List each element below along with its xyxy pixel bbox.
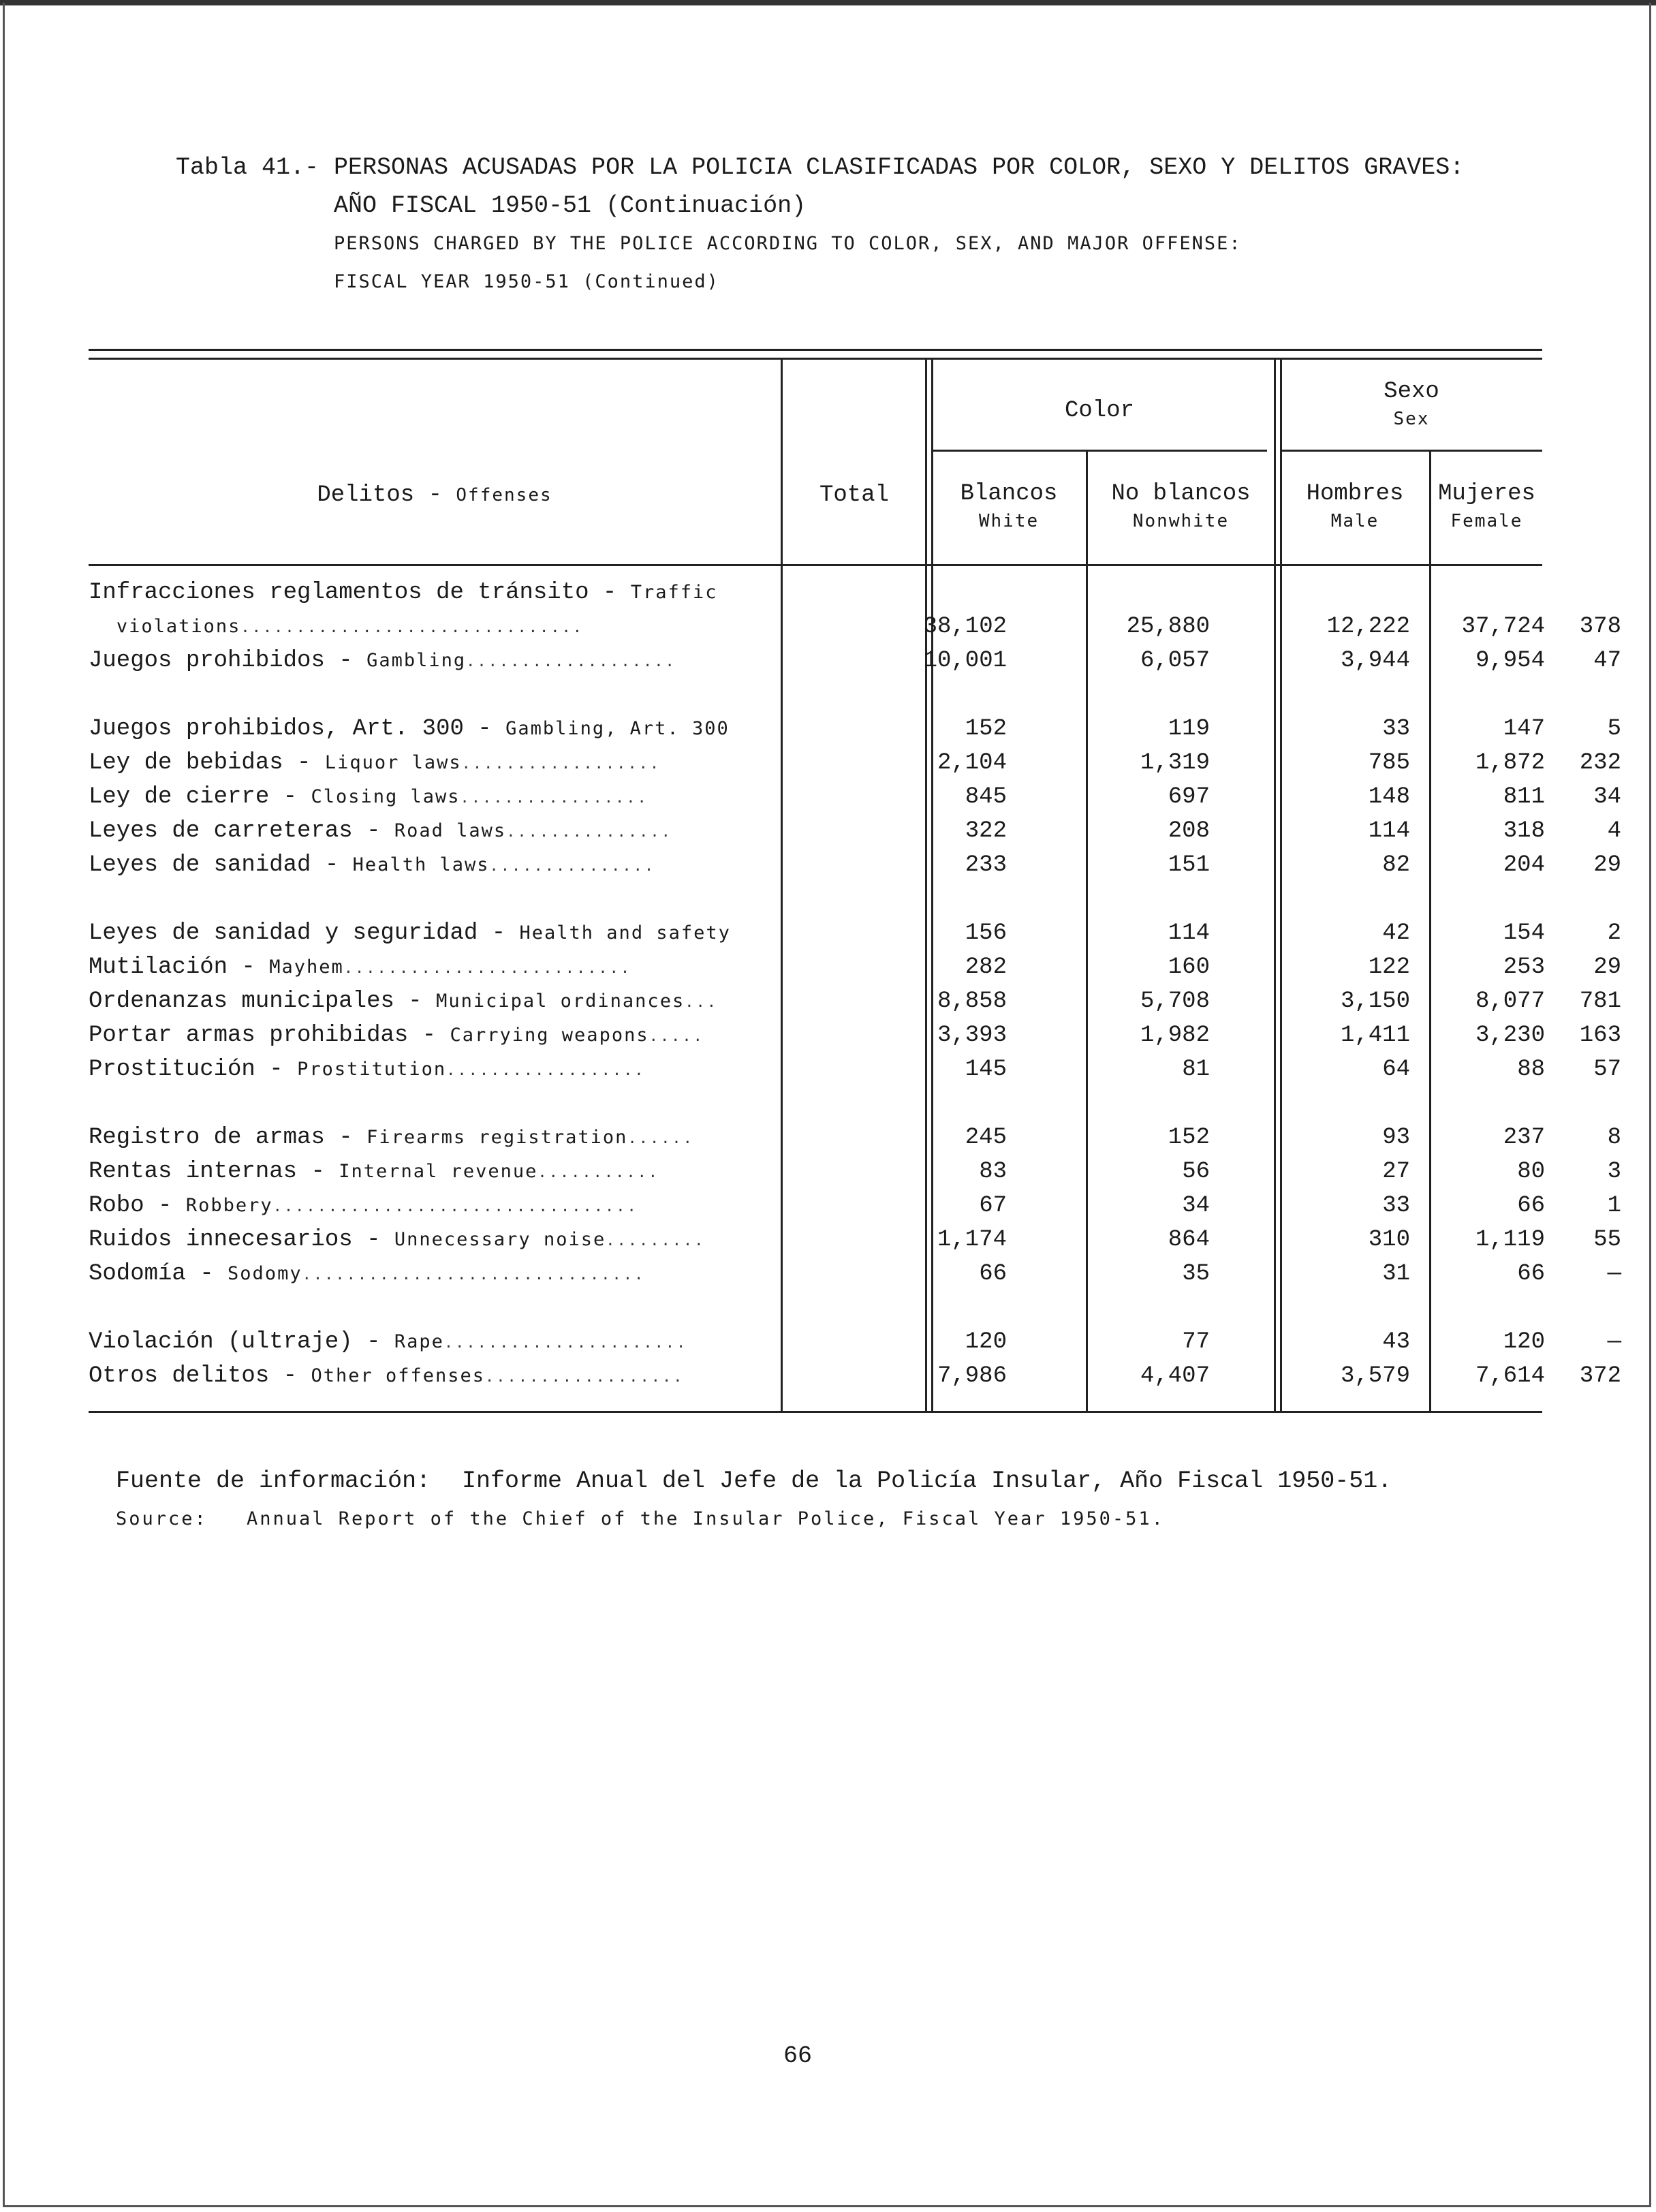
cell-total: 322 (965, 818, 1007, 844)
header-nonwhite-en: Nonwhite (1132, 511, 1230, 531)
cell-male: 1,872 (1475, 750, 1545, 776)
cell-nonwhite: 3,150 (1340, 988, 1410, 1014)
title-row-1 (176, 149, 1538, 187)
row-label-es: Portar armas prohibidas - (89, 1023, 450, 1048)
row-leader-dots: ..... (649, 1028, 704, 1045)
cell-white: 77 (1182, 1329, 1210, 1355)
row-label (89, 750, 778, 776)
table-row (89, 1023, 1621, 1057)
cell-nonwhite: 1,411 (1340, 1023, 1410, 1048)
cell-female: 55 (1593, 1227, 1621, 1253)
header-color-group: Color (1064, 398, 1135, 424)
row-label-es: Ordenanzas municipales - (89, 988, 437, 1014)
row-label-en: Road laws (394, 820, 507, 841)
cell-total: 67 (979, 1193, 1007, 1219)
row-leader-dots: ............... (506, 824, 672, 841)
row-label-en: Firearms registration (366, 1127, 628, 1148)
row-label-es: Robo - (89, 1193, 186, 1219)
row-label-es: Sodomía - (89, 1261, 228, 1287)
row-leader-dots: ................................. (272, 1198, 638, 1215)
cell-white: 81 (1182, 1057, 1210, 1082)
header-male-en: Male (1330, 511, 1379, 531)
header-sex-es: Sexo (1384, 379, 1439, 405)
row-label-en: violations (116, 616, 241, 637)
cell-white: 56 (1182, 1159, 1210, 1185)
cell-female: 29 (1593, 954, 1621, 980)
cell-white: 1,982 (1140, 1023, 1210, 1048)
row-leader-dots: .................. (446, 1062, 646, 1079)
cell-female: 34 (1593, 784, 1621, 810)
table-number: Tabla 41.- (176, 154, 319, 181)
row-leader-dots: ............................... (302, 1266, 646, 1283)
header-male-es: Hombres (1306, 481, 1404, 507)
row-label (89, 920, 778, 946)
table-top-double-rule (89, 349, 1542, 360)
cell-nonwhite: 3,579 (1340, 1363, 1410, 1389)
cell-female: 5 (1607, 716, 1621, 742)
cell-total: 120 (965, 1329, 1007, 1355)
row-leader-dots: .................. (485, 1369, 685, 1386)
cell-male: 154 (1503, 920, 1545, 946)
cell-female: — (1607, 1261, 1621, 1287)
cell-white: 208 (1168, 818, 1210, 844)
row-label (89, 818, 778, 844)
title-es-line2: AÑO FISCAL 1950-51 (Continuación) (334, 192, 807, 219)
title-en-line2: FISCAL YEAR 1950-51 (Continued) (334, 271, 719, 292)
cell-nonwhite: 82 (1382, 852, 1410, 878)
cell-total: 8,858 (937, 988, 1007, 1014)
cell-female: 1 (1607, 1193, 1621, 1219)
cell-total: 156 (965, 920, 1007, 946)
row-label (89, 1363, 778, 1389)
title-es-line1: PERSONAS ACUSADAS POR LA POLICIA CLASIFICADAS POR COLOR, SEXO Y DELITOS GRAVES: (334, 154, 1465, 181)
cell-female: 232 (1579, 750, 1621, 776)
cell-white: 119 (1168, 716, 1210, 742)
cell-male: 80 (1517, 1159, 1545, 1185)
col-sep-total (925, 360, 933, 564)
cell-nonwhite: 27 (1382, 1159, 1410, 1185)
table-row (89, 852, 1621, 886)
cell-nonwhite: 12,222 (1326, 614, 1410, 640)
cell-male: 3,230 (1475, 1023, 1545, 1048)
cell-total: 282 (965, 954, 1007, 980)
table-row (89, 614, 1621, 648)
cell-nonwhite: 33 (1382, 1193, 1410, 1219)
cell-white: 5,708 (1140, 988, 1210, 1014)
cell-male: 66 (1517, 1261, 1545, 1287)
row-label (89, 1329, 778, 1355)
table-row (89, 1193, 1621, 1227)
row-label-es: Juegos prohibidos, Art. 300 - (89, 716, 506, 742)
row-leader-dots: ............... (489, 858, 656, 875)
cell-male: 88 (1517, 1057, 1545, 1082)
cell-male: 253 (1503, 954, 1545, 980)
table-row (89, 954, 1621, 988)
cell-female: 378 (1579, 614, 1621, 640)
table-row (89, 1363, 1621, 1397)
color-subheader-rule (932, 450, 1267, 452)
cell-nonwhite: 3,944 (1340, 648, 1410, 674)
table-row (89, 1057, 1621, 1091)
table-row (89, 988, 1621, 1023)
row-label-en: Prostitution (297, 1059, 447, 1080)
row-label-en: Gambling (366, 650, 467, 671)
table-header (89, 360, 1542, 566)
cell-total: 1,174 (937, 1227, 1007, 1253)
row-label-en: Liquor laws (324, 752, 462, 773)
table-row (89, 1159, 1621, 1193)
cell-nonwhite: 64 (1382, 1057, 1410, 1082)
table-row (89, 784, 1621, 818)
cell-total: 233 (965, 852, 1007, 878)
cell-total: 38,102 (923, 614, 1007, 640)
cell-total: 2,104 (937, 750, 1007, 776)
row-label-es: Ley de bebidas - (89, 750, 325, 776)
row-label-es: Leyes de sanidad - (89, 852, 353, 878)
table-title (176, 149, 1538, 301)
row-leader-dots: .......................... (343, 960, 632, 977)
cell-female: 57 (1593, 1057, 1621, 1082)
cell-male: 147 (1503, 716, 1545, 742)
row-label-es: Leyes de carreteras - (89, 818, 394, 844)
row-label-en: Traffic (630, 582, 718, 603)
cell-white: 151 (1168, 852, 1210, 878)
row-label (89, 1261, 778, 1287)
table-row (89, 818, 1621, 852)
row-label-es: Prostitución - (89, 1057, 298, 1082)
row-label (89, 1057, 778, 1082)
row-leader-dots: .................. (461, 755, 661, 773)
header-female-en: Female (1450, 511, 1523, 531)
source-label-es: Fuente de información: (116, 1467, 431, 1495)
header-nonwhite (1088, 481, 1274, 531)
cell-total: 66 (979, 1261, 1007, 1287)
cell-white: 4,407 (1140, 1363, 1210, 1389)
row-label (89, 1227, 778, 1253)
row-label-es: Ley de cierre - (89, 784, 311, 810)
cell-female: 781 (1579, 988, 1621, 1014)
header-white-es: Blancos (960, 481, 1058, 507)
row-label-en: Rape (394, 1331, 444, 1352)
source-en (116, 1500, 1478, 1538)
cell-male: 66 (1517, 1193, 1545, 1219)
cell-female: 4 (1607, 818, 1621, 844)
cell-male: 37,724 (1461, 614, 1545, 640)
row-label (89, 852, 778, 878)
row-label (89, 784, 778, 810)
row-label-en: Health and safety (519, 922, 731, 944)
source-text-en: Annual Report of the Chief of the Insular Police, Fiscal Year 1950-51. (247, 1508, 1165, 1529)
row-leader-dots: ......... (606, 1232, 706, 1249)
table-row (89, 1227, 1621, 1261)
header-white-en: White (978, 511, 1040, 531)
header-white (932, 481, 1086, 531)
row-label (89, 954, 778, 980)
page-number: 66 (783, 2042, 813, 2070)
row-label-es (89, 614, 116, 640)
cell-white: 6,057 (1140, 648, 1210, 674)
row-leader-dots: ...................... (443, 1335, 688, 1352)
row-leader-dots: ............................... (240, 619, 584, 636)
header-sex-en: Sex (1393, 409, 1430, 429)
header-offenses-es: Delitos (317, 482, 415, 508)
cell-female: 163 (1579, 1023, 1621, 1048)
row-leader-dots: ................... (466, 653, 676, 670)
table-row (89, 1261, 1621, 1295)
row-label-en: Health laws (352, 854, 490, 875)
cell-total: 3,393 (937, 1023, 1007, 1048)
cell-male: 811 (1503, 784, 1545, 810)
row-label-en: Carrying weapons (450, 1025, 649, 1046)
cell-nonwhite: 93 (1382, 1125, 1410, 1151)
cell-white: 1,319 (1140, 750, 1210, 776)
row-label (89, 1159, 778, 1185)
table-row (89, 750, 1621, 784)
cell-nonwhite: 43 (1382, 1329, 1410, 1355)
row-label (89, 614, 778, 640)
cell-total: 152 (965, 716, 1007, 742)
cell-white: 697 (1168, 784, 1210, 810)
row-label (89, 716, 778, 742)
cell-female: 47 (1593, 648, 1621, 674)
cell-nonwhite: 122 (1368, 954, 1410, 980)
cell-male: 318 (1503, 818, 1545, 844)
row-label-en: Other offenses (311, 1365, 486, 1386)
cell-male: 120 (1503, 1329, 1545, 1355)
cell-nonwhite: 114 (1368, 818, 1410, 844)
offenses-table (89, 349, 1621, 1413)
cell-nonwhite: 310 (1368, 1227, 1410, 1253)
header-offenses-en: Offenses (456, 485, 552, 505)
row-leader-dots: ........... (537, 1164, 660, 1181)
header-total: Total (819, 482, 890, 508)
col-sep-offenses (781, 360, 783, 564)
source-text-es: Informe Anual del Jefe de la Policía Insular, Año Fiscal 1950-51. (462, 1467, 1392, 1495)
cell-total: 83 (979, 1159, 1007, 1185)
row-label-es: Otros delitos - (89, 1363, 311, 1389)
cell-female: 8 (1607, 1125, 1621, 1151)
row-label-en: Robbery (185, 1195, 273, 1216)
cell-female: — (1607, 1329, 1621, 1355)
cell-female: 2 (1607, 920, 1621, 946)
row-label-en: Sodomy (228, 1263, 302, 1284)
row-label-en: Internal revenue (339, 1161, 538, 1182)
cell-female: 372 (1579, 1363, 1621, 1389)
cell-male: 9,954 (1475, 648, 1545, 674)
header-sex-group (1281, 379, 1542, 429)
table-body (89, 566, 1621, 1413)
row-label-en: Gambling, Art. 300 (505, 718, 730, 739)
cell-white: 34 (1182, 1193, 1210, 1219)
cell-nonwhite: 33 (1382, 716, 1410, 742)
row-label-es: Rentas internas - (89, 1159, 339, 1185)
row-label-es: Violación (ultraje) - (89, 1329, 394, 1355)
cell-total: 7,986 (937, 1363, 1007, 1389)
row-label (89, 1125, 778, 1151)
row-label (89, 648, 778, 674)
source-label-en: Source: (116, 1508, 208, 1529)
cell-nonwhite: 148 (1368, 784, 1410, 810)
row-label-es: Infracciones reglamentos de tránsito - (89, 580, 631, 606)
table-row (89, 580, 1542, 614)
row-label-en: Municipal ordinances (436, 991, 685, 1012)
cell-male: 1,119 (1475, 1227, 1545, 1253)
header-male (1281, 481, 1429, 531)
cell-white: 864 (1168, 1227, 1210, 1253)
cell-total: 845 (965, 784, 1007, 810)
cell-male: 7,614 (1475, 1363, 1545, 1389)
row-leader-dots: ...... (627, 1130, 694, 1147)
header-offenses (89, 482, 781, 508)
row-label (89, 580, 778, 606)
row-label-es: Juegos prohibidos - (89, 648, 367, 674)
sex-subheader-rule (1281, 450, 1542, 452)
table-row (89, 716, 1621, 750)
cell-white: 25,880 (1126, 614, 1210, 640)
cell-female: 29 (1593, 852, 1621, 878)
row-label-en: Mayhem (269, 956, 344, 978)
cell-white: 160 (1168, 954, 1210, 980)
row-label-en: Closing laws (311, 786, 460, 807)
cell-nonwhite: 785 (1368, 750, 1410, 776)
cell-white: 35 (1182, 1261, 1210, 1287)
header-offenses-sep: - (414, 482, 456, 508)
table-row (89, 920, 1621, 954)
row-leader-dots: ... (685, 994, 718, 1011)
header-nonwhite-es: No blancos (1111, 481, 1251, 507)
header-female (1431, 481, 1542, 531)
cell-total: 145 (965, 1057, 1007, 1082)
title-en-line1: PERSONS CHARGED BY THE POLICE ACCORDING TO COLOR, SEX, AND MAJOR OFFENSE: (334, 233, 1242, 254)
row-label-es: Registro de armas - (89, 1125, 367, 1151)
row-label-es: Leyes de sanidad y seguridad - (89, 920, 520, 946)
cell-male: 237 (1503, 1125, 1545, 1151)
cell-male: 8,077 (1475, 988, 1545, 1014)
row-label-es: Mutilación - (89, 954, 270, 980)
header-female-es: Mujeres (1438, 481, 1535, 507)
source-es (116, 1462, 1478, 1500)
row-label (89, 1023, 778, 1048)
cell-nonwhite: 31 (1382, 1261, 1410, 1287)
row-label (89, 988, 778, 1014)
cell-nonwhite: 42 (1382, 920, 1410, 946)
row-label (89, 1193, 778, 1219)
table-row (89, 1329, 1621, 1363)
source-note (116, 1462, 1478, 1538)
table-row (89, 1125, 1621, 1159)
cell-white: 114 (1168, 920, 1210, 946)
table-row (89, 648, 1621, 682)
cell-female: 3 (1607, 1159, 1621, 1185)
cell-male: 204 (1503, 852, 1545, 878)
cell-white: 152 (1168, 1125, 1210, 1151)
row-label-es: Ruidos innecesarios - (89, 1227, 394, 1253)
cell-total: 10,001 (923, 648, 1007, 674)
row-leader-dots: ................. (460, 790, 649, 807)
cell-total: 245 (965, 1125, 1007, 1151)
row-label-en: Unnecessary noise (394, 1229, 606, 1250)
